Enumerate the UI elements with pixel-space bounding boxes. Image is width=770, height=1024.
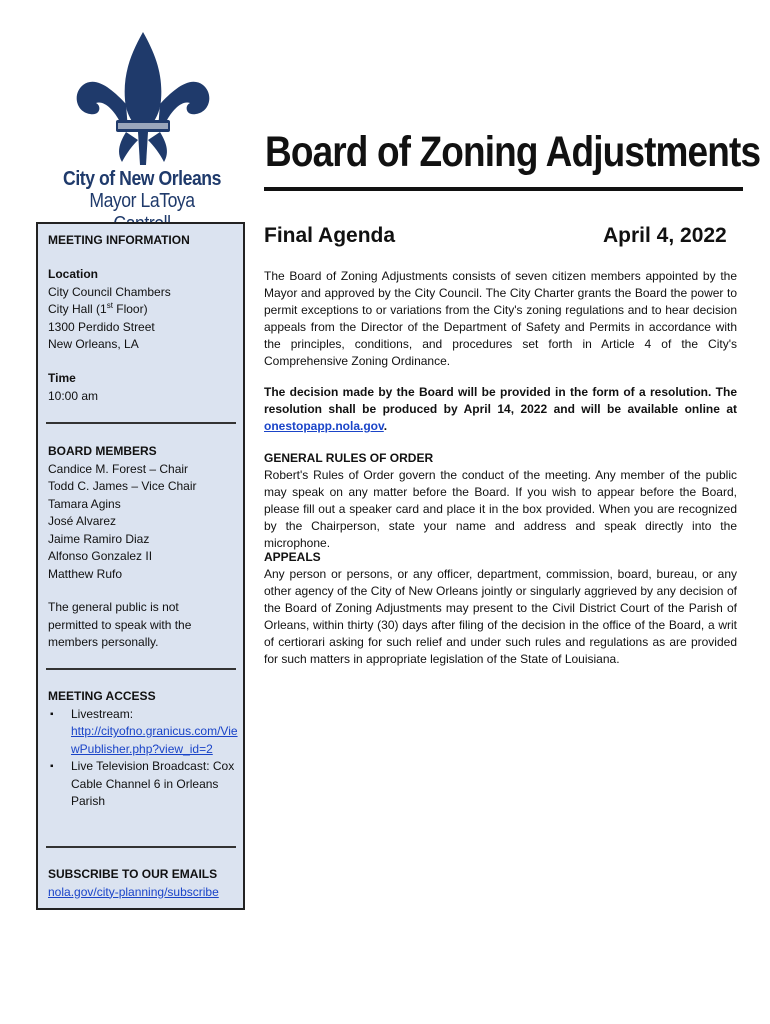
board-member: Tamara Agins <box>48 496 121 511</box>
intro-paragraph: The Board of Zoning Adjustments consists of seven citizen members appointed by the Mayor and approved by the City Council. The City Charter grants the Board the power to permit exceptions to or variations from the City's zoning regulations and to hear decision appeals from the Director of the Department of Safety and Permits in accordance with the principles, conditions, and procedures set forth in Article 4 of the City's Comprehensive Zoning Ordinance. <box>264 269 737 368</box>
location-line: City Council Chambers <box>48 284 171 299</box>
livestream-item: ▪ Livestream: http://cityofno.granicus.com/ViewPublisher.php?view_id=2 <box>48 706 238 759</box>
location-block <box>48 266 238 354</box>
appeals-paragraph: Any person or persons, or any officer, department, commission, board, bureau, or any other agency of the City of New Orleans jointly or singularly aggrieved by any decision of the Board of Zoning Adjustments may present to the Civil District Court of the Parish of Orleans, within thirty (30) days after filing of the decision in the office of the Board, a writ of certiorari asking for such relief and under such rules and regulations as are provided for such matters in appropriate legislation of the State of Louisiana. <box>264 567 737 666</box>
title-divider <box>264 187 743 191</box>
agenda-label: Final Agenda <box>264 224 396 247</box>
board-heading: BOARD MEMBERS <box>48 444 157 458</box>
meeting-info-sidebar <box>36 222 245 910</box>
tv-broadcast-item: ▪ Live Television Broadcast: Cox Cable Channel 6 in Orleans Parish <box>48 758 238 811</box>
board-member: Candice M. Forest – Chair <box>48 461 189 476</box>
mayor-name: Mayor LaToya <box>89 190 195 212</box>
agenda-date: April 4, 2022 <box>603 224 727 247</box>
board-members-block <box>48 443 238 583</box>
livestream-link[interactable]: http://cityofno.granicus.com/ViewPublisher.php?view_id=2 <box>71 724 238 756</box>
rules-heading: GENERAL RULES OF ORDER <box>264 451 434 465</box>
appeals-heading: APPEALS <box>264 550 321 564</box>
time-block <box>48 370 238 405</box>
time-value: 10:00 am <box>48 388 99 403</box>
subscribe-heading: SUBSCRIBE TO OUR EMAILS <box>48 867 218 881</box>
board-member: José Alvarez <box>48 514 117 528</box>
rules-paragraph: Robert's Rules of Order govern the conduct of the meeting. Any member of the public may speak on any matter before the Board. If you wish to appear before the Board, please fill out a speaker card and place it in the box provided. When you are recognized by the Chairperson, state your name and address and speak directly into the microphone. <box>264 468 737 550</box>
decision-paragraph: The decision made by the Board will be provided in the form of a resolution. The resolution shall be produced by April 14, 2022 and will be available online at onestopapp.nola.gov. <box>264 385 737 433</box>
meeting-info-heading: MEETING INFORMATION <box>48 233 190 247</box>
sidebar-divider <box>46 668 236 670</box>
access-heading: MEETING ACCESS <box>48 689 156 703</box>
page-title: Board of Zoning Adjustments <box>265 128 761 176</box>
public-note: The general public is not permitted to speak with the members personally. <box>48 600 192 649</box>
location-heading: Location <box>48 267 98 281</box>
board-member: Jaime Ramiro Diaz <box>48 531 150 546</box>
sidebar-divider <box>46 846 236 848</box>
appeals-section <box>264 549 737 668</box>
fleur-de-lis-icon <box>68 30 218 170</box>
onestop-link[interactable]: onestopapp.nola.gov <box>264 419 384 433</box>
subscribe-block <box>48 866 238 901</box>
location-line: New Orleans, LA <box>48 337 139 351</box>
location-line: City Hall (1st Floor) <box>48 301 148 316</box>
board-member: Alfonso Gonzalez II <box>48 549 153 563</box>
board-member: Matthew Rufo <box>48 566 123 581</box>
rules-section <box>264 450 737 552</box>
subscribe-link[interactable]: nola.gov/city-planning/subscribe <box>48 884 219 899</box>
meeting-access-block <box>48 688 238 811</box>
location-line: 1300 Perdido Street <box>48 319 155 334</box>
time-heading: Time <box>48 371 76 385</box>
city-name: City of New Orleans <box>63 168 221 190</box>
board-member: Todd C. James – Vice Chair <box>48 479 197 493</box>
city-logo <box>52 30 232 215</box>
sidebar-divider <box>46 422 236 424</box>
